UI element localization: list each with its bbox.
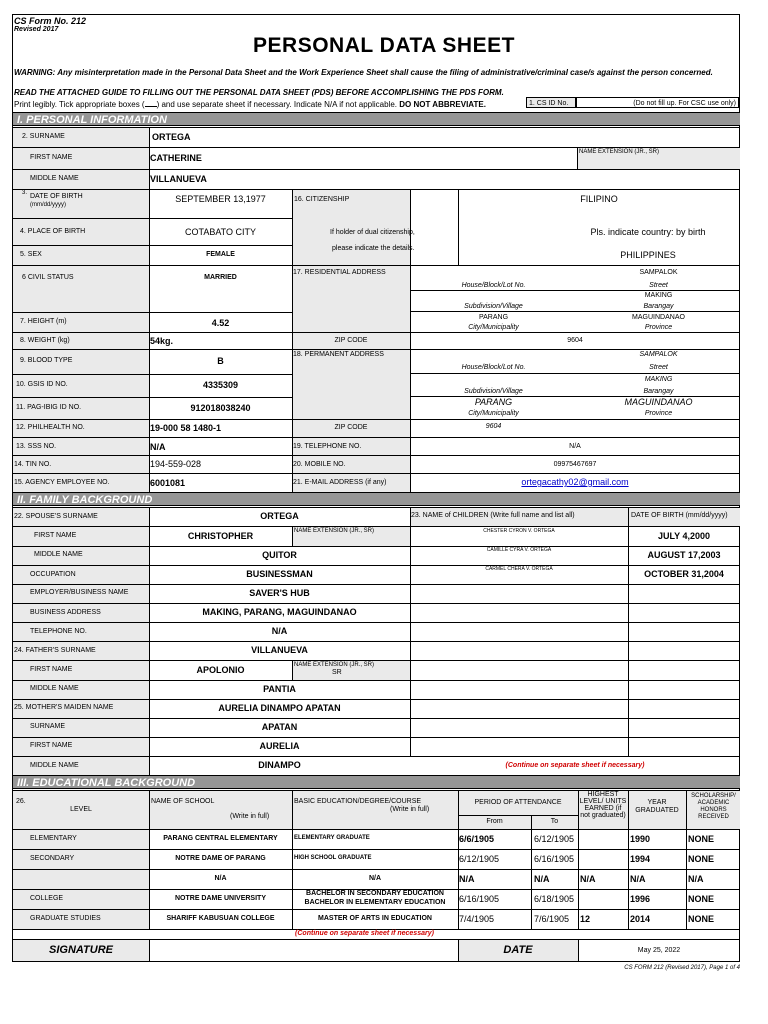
edu-row-3-school[interactable]: N/A [214,875,227,882]
children-dob-label: DATE OF BIRTH (mm/dd/yyyy) [631,512,728,519]
edu-row-3-to[interactable]: N/A [534,874,550,884]
signature-field[interactable] [150,940,457,960]
spouse-name-ext-label: NAME EXTENSION (JR., SR) [294,528,375,534]
child-2-dob[interactable]: AUGUST 17,2003 [647,550,721,560]
father-first-name-label: FIRST NAME [30,666,73,673]
edu-row-3-units[interactable]: N/A [580,874,596,884]
res-zip-value[interactable]: 9604 [567,337,583,344]
edu-row-2-school[interactable]: NOTRE DAME OF PARANG [175,855,266,862]
family-continue-note: (Continue on separate sheet if necessary) [505,762,645,769]
edu-row-2-honors[interactable]: NONE [688,854,715,864]
pagibig-value[interactable]: 912018038240 [190,403,251,413]
pagibig-label: 11. PAG-IBIG ID NO. [16,404,82,411]
permanent-address-label: 18. PERMANENT ADDRESS [293,351,384,358]
dual-country-note: Pls. indicate country: by birth [590,227,706,237]
street-label: Street [649,282,668,289]
sss-value[interactable]: N/A [150,442,166,452]
date-value[interactable]: May 25, 2022 [637,947,681,954]
edu-row-4-year[interactable]: 1996 [630,894,651,904]
edu-from-header: From [486,818,503,825]
father-name-ext-label: NAME EXTENSION (JR., SR) [294,662,375,668]
edu-row-1-to[interactable]: 6/12/1905 [534,834,575,844]
perm-house-label: House/Block/Lot No. [461,364,526,371]
mother-first-name-label: FIRST NAME [30,742,73,749]
height-value[interactable]: 4.52 [211,318,230,328]
edu-row-3-from[interactable]: N/A [459,874,475,884]
spouse-telephone-label: TELEPHONE NO. [30,628,87,635]
edu-year-header: YEAR GRADUATED [635,799,679,814]
mobile-value[interactable]: 09975467697 [553,461,597,468]
instructions-part2: ) and use separate sheet if necessary. Indicate N/A if not applicable. [156,100,398,109]
telephone-label: 19. TELEPHONE NO. [293,443,362,450]
philhealth-value[interactable]: 19-000 58 1480-1 [150,423,222,433]
telephone-value[interactable]: N/A [569,443,581,450]
edu-row-5-year[interactable]: 2014 [630,914,651,924]
spouse-surname-label: 22. SPOUSE'S SURNAME [14,513,98,520]
pob-value[interactable]: COTABATO CITY [184,227,256,237]
res-house-value[interactable]: SAMPALOK [639,269,678,276]
edu-level-header: LEVEL [70,806,92,813]
child-2-name[interactable]: CAMILLE CYRA V. ORTEGA [486,547,552,553]
gsis-value[interactable]: 4335309 [202,380,239,390]
spouse-telephone-value[interactable]: N/A [271,626,288,636]
email-label: 21. E-MAIL ADDRESS (if any) [293,479,387,486]
perm-street-label: Street [649,364,668,371]
father-surname-label: 24. FATHER'S SURNAME [14,647,96,654]
mother-middle-name-value[interactable]: DINAMPO [258,760,301,770]
surname-label: 2. SURNAME [22,133,65,140]
edu-row-4-from[interactable]: 6/16/1905 [459,894,500,904]
perm-zip-label: ZIP CODE [334,424,368,431]
middle-name-value[interactable]: VILLANUEVA [150,174,207,184]
read-guide-text: READ THE ATTACHED GUIDE TO FILLING OUT THE PERSONAL DATA SHEET (PDS) BEFORE ACCOMPLISHING THE PDS FORM. [14,88,504,97]
child-1-dob[interactable]: JULY 4,2000 [657,531,711,541]
do-not-abbreviate: DO NOT ABBREVIATE. [399,100,486,109]
agency-label: 15. AGENCY EMPLOYEE NO. [14,479,110,486]
instructions-part1: Print legibly. Tick appropriate boxes ( [14,100,145,109]
father-middle-name-value[interactable]: PANTIA [263,684,296,694]
res-zip-label: ZIP CODE [334,337,368,344]
edu-row-3-course[interactable]: N/A [368,875,382,882]
employer-label: EMPLOYER/BUSINESS NAME [30,589,129,596]
father-middle-name-label: MIDDLE NAME [30,685,79,692]
edu-row-5-course[interactable]: MASTER OF ARTS IN EDUCATION [318,915,432,922]
mobile-label: 20. MOBILE NO. [293,461,346,468]
edu-row-5-units[interactable]: 12 [580,914,591,924]
children-label: 23. NAME of CHILDREN (Write full name and list all) [411,512,575,519]
first-name-label: FIRST NAME [30,154,73,161]
country-value[interactable]: PHILIPPINES [620,250,676,260]
warning-text: WARNING: Any misinterpretation made in the Personal Data Sheet and the Work Experience Sheet shall cause the filing of administrative/criminal case/s against the person concerned. [14,68,713,77]
perm-province-label: Province [644,410,673,417]
subdivision-label: Subdivision/Village [464,303,523,310]
dob-label: DATE OF BIRTH [30,193,83,200]
child-3-name[interactable]: CARMEL CHERA V. ORTEGA [485,566,553,572]
sex-label: 5. SEX [20,251,42,258]
edu-row-1-from[interactable]: 6/6/1905 [459,834,495,844]
mother-surname-label: SURNAME [30,723,66,730]
email-value[interactable]: ortegacathy02@gmail.com [521,477,629,487]
first-name-value[interactable]: CATHERINE [150,153,202,163]
edu-row-5-to[interactable]: 7/6/1905 [534,914,570,924]
middle-name-label: MIDDLE NAME [30,175,79,182]
edu-row-4-course2[interactable]: BACHELOR IN ELEMENTARY EDUCATION [304,899,446,906]
res-city-value[interactable]: PARANG [478,314,509,321]
weight-value[interactable]: 54kg. [150,336,174,346]
province-label: Province [644,324,673,331]
spouse-middle-name-label: MIDDLE NAME [34,551,83,558]
dob-value[interactable]: SEPTEMBER 13,1977 [175,194,266,204]
name-ext-label: NAME EXTENSION (JR., SR) [579,149,660,155]
father-name-ext-value[interactable]: SR [332,669,342,676]
business-address-label: BUSINESS ADDRESS [30,609,101,616]
edu-continue-note: (Continue on separate sheet if necessary) [295,930,434,937]
perm-subdivision-label: Subdivision/Village [464,388,523,395]
dual-citizenship-note2: please indicate the details. [332,245,415,252]
section-educational-background: III. EDUCATIONAL BACKGROUND [13,775,740,789]
civil-status-label: 6 CIVIL STATUS [22,274,74,281]
edu-school-header: NAME OF SCHOOL [151,798,215,805]
edu-school-sub: (Write in full) [230,813,270,820]
edu-row-4-course[interactable]: BACHELOR IN SECONDARY EDUCATION [306,890,444,897]
sex-value[interactable]: FEMALE [206,251,235,258]
edu-honors-header: SCHOLARSHIP/ ACADEMIC HONORS RECEIVED [691,793,736,820]
edu-row-2-from[interactable]: 6/12/1905 [459,854,500,864]
pob-label: 4. PLACE OF BIRTH [20,228,86,235]
mother-maiden-value[interactable]: AURELIA DINAMPO APATAN [218,703,341,713]
page-footer-note: CS FORM 212 (Revised 2017), Page 1 of 4 [624,965,740,971]
weight-label: 8. WEIGHT (kg) [20,337,70,344]
edu-course-header: BASIC EDUCATION/DEGREE/COURSE [294,798,422,805]
perm-barangay-label: Barangay [643,388,674,395]
residential-address-label: 17. RESIDENTIAL ADDRESS [293,269,386,276]
civil-status-value[interactable]: MARRIED [204,274,237,281]
edu-to-header: To [550,818,559,825]
dob-num: 3. [22,190,28,196]
edu-course-sub: (Write in full) [390,806,430,813]
spouse-middle-name-value[interactable]: QUITOR [262,550,297,560]
edu-row-1-honors[interactable]: NONE [688,834,715,844]
edu-row-1-level: ELEMENTARY [30,835,77,842]
occupation-value[interactable]: BUSINESSMAN [246,569,313,579]
signature-label: SIGNATURE [49,944,113,956]
edu-row-2-course[interactable]: HIGH SCHOOL GRADUATE [294,855,372,861]
mother-first-name-value[interactable]: AURELIA [259,741,300,751]
edu-row-2-to[interactable]: 6/16/1905 [534,854,575,864]
edu-row-5-from[interactable]: 7/4/1905 [459,914,495,924]
perm-zip-value[interactable]: 9604 [485,423,502,430]
edu-units-header: HIGHEST LEVEL/ UNITS EARNED (if not graduated) [579,791,627,819]
surname-value[interactable]: ORTEGA [152,132,191,142]
business-address-value[interactable]: MAKING, PARANG, MAGUINDANAO [202,607,357,617]
edu-level-bg [13,829,149,929]
page-title: PERSONAL DATA SHEET [253,34,515,57]
occupation-label: OCCUPATION [30,571,76,578]
edu-row-3-honors[interactable]: N/A [688,874,704,884]
employer-value[interactable]: SAVER'S HUB [249,588,310,598]
perm-province-value[interactable]: MAGUINDANAO [624,397,693,407]
spouse-first-name-label: FIRST NAME [34,532,77,539]
res-barangay-value[interactable]: MAKING [644,292,673,299]
edu-row-4-school[interactable]: NOTRE DAME UNIVERSITY [174,895,266,902]
dob-format: (mm/dd/yyyy) [30,202,66,208]
house-label: House/Block/Lot No. [461,282,526,289]
section-personal-information: I. PERSONAL INFORMATION [13,112,740,126]
tin-label: 14. TIN NO. [14,461,52,468]
mother-surname-value[interactable]: APATAN [261,722,298,732]
edu-num: 26. [16,798,26,805]
perm-house-value[interactable]: SAMPALOK [639,351,678,358]
form-number: CS Form No. 212 [14,16,87,26]
city-label: City/Municipality [468,324,519,331]
blood-type-label: 9. BLOOD TYPE [20,357,73,364]
perm-city-label: City/Municipality [468,410,519,417]
perm-city-value[interactable]: PARANG [474,397,513,407]
edu-period-header: PERIOD OF ATTENDANCE [474,799,562,806]
mother-middle-name-label: MIDDLE NAME [30,762,79,769]
father-first-name-value[interactable]: APOLONIO [196,665,245,675]
child-3-dob[interactable]: OCTOBER 31,2004 [644,569,724,579]
date-label: DATE [503,944,533,956]
edu-row-2-year[interactable]: 1994 [630,854,651,864]
mother-maiden-label: 25. MOTHER'S MAIDEN NAME [14,704,114,711]
barangay-label: Barangay [643,303,674,310]
edu-row-1-course[interactable]: ELEMENTARY GRADUATE [294,835,370,841]
edu-row-1-year[interactable]: 1990 [630,834,651,844]
father-surname-value[interactable]: VILLANUEVA [251,645,308,655]
cs-id-label: 1. CS ID No. [526,97,576,108]
edu-row-5-level: GRADUATE STUDIES [30,915,101,922]
tin-value[interactable]: 194-559-028 [150,459,202,469]
citizenship-label: 16. CITIZENSHIP [294,196,350,203]
blood-type-value[interactable]: B [217,356,224,366]
edu-row-1-school[interactable]: PARANG CENTRAL ELEMENTARY [163,835,278,842]
gsis-label: 10. GSIS ID NO. [16,381,68,388]
edu-row-4-to[interactable]: 6/18/1905 [534,894,575,904]
cs-id-field[interactable]: (Do not fill up. For CSC use only) [576,97,739,108]
philhealth-label: 12. PHILHEALTH NO. [16,424,85,431]
spouse-first-name-value[interactable]: CHRISTOPHER [187,531,254,541]
edu-row-5-school[interactable]: SHARIFF KABUSUAN COLLEGE [166,915,275,922]
citizenship-value[interactable]: FILIPINO [580,194,618,204]
child-1-name[interactable]: CHESTER CYRON V. ORTEGA [483,528,555,534]
res-province-value[interactable]: MAGUINDANAO [632,314,685,321]
edu-row-2-level: SECONDARY [30,855,75,862]
agency-value[interactable]: 6001081 [150,478,186,488]
dual-citizenship-note1: If holder of dual citizenship, [330,229,415,236]
edu-row-3-year[interactable]: N/A [630,874,646,884]
section-family-background: II. FAMILY BACKGROUND [13,492,740,506]
height-label: 7. HEIGHT (m) [20,318,67,325]
sss-label: 13. SSS NO. [16,443,57,450]
edu-row-4-level: COLLEGE [30,895,64,902]
edu-row-4-honors[interactable]: NONE [688,894,715,904]
spouse-surname-value[interactable]: ORTEGA [260,511,299,521]
perm-barangay-value[interactable]: MAKING [644,376,673,383]
edu-row-5-honors[interactable]: NONE [688,914,715,924]
form-revised: Revised 2017 [14,26,59,33]
